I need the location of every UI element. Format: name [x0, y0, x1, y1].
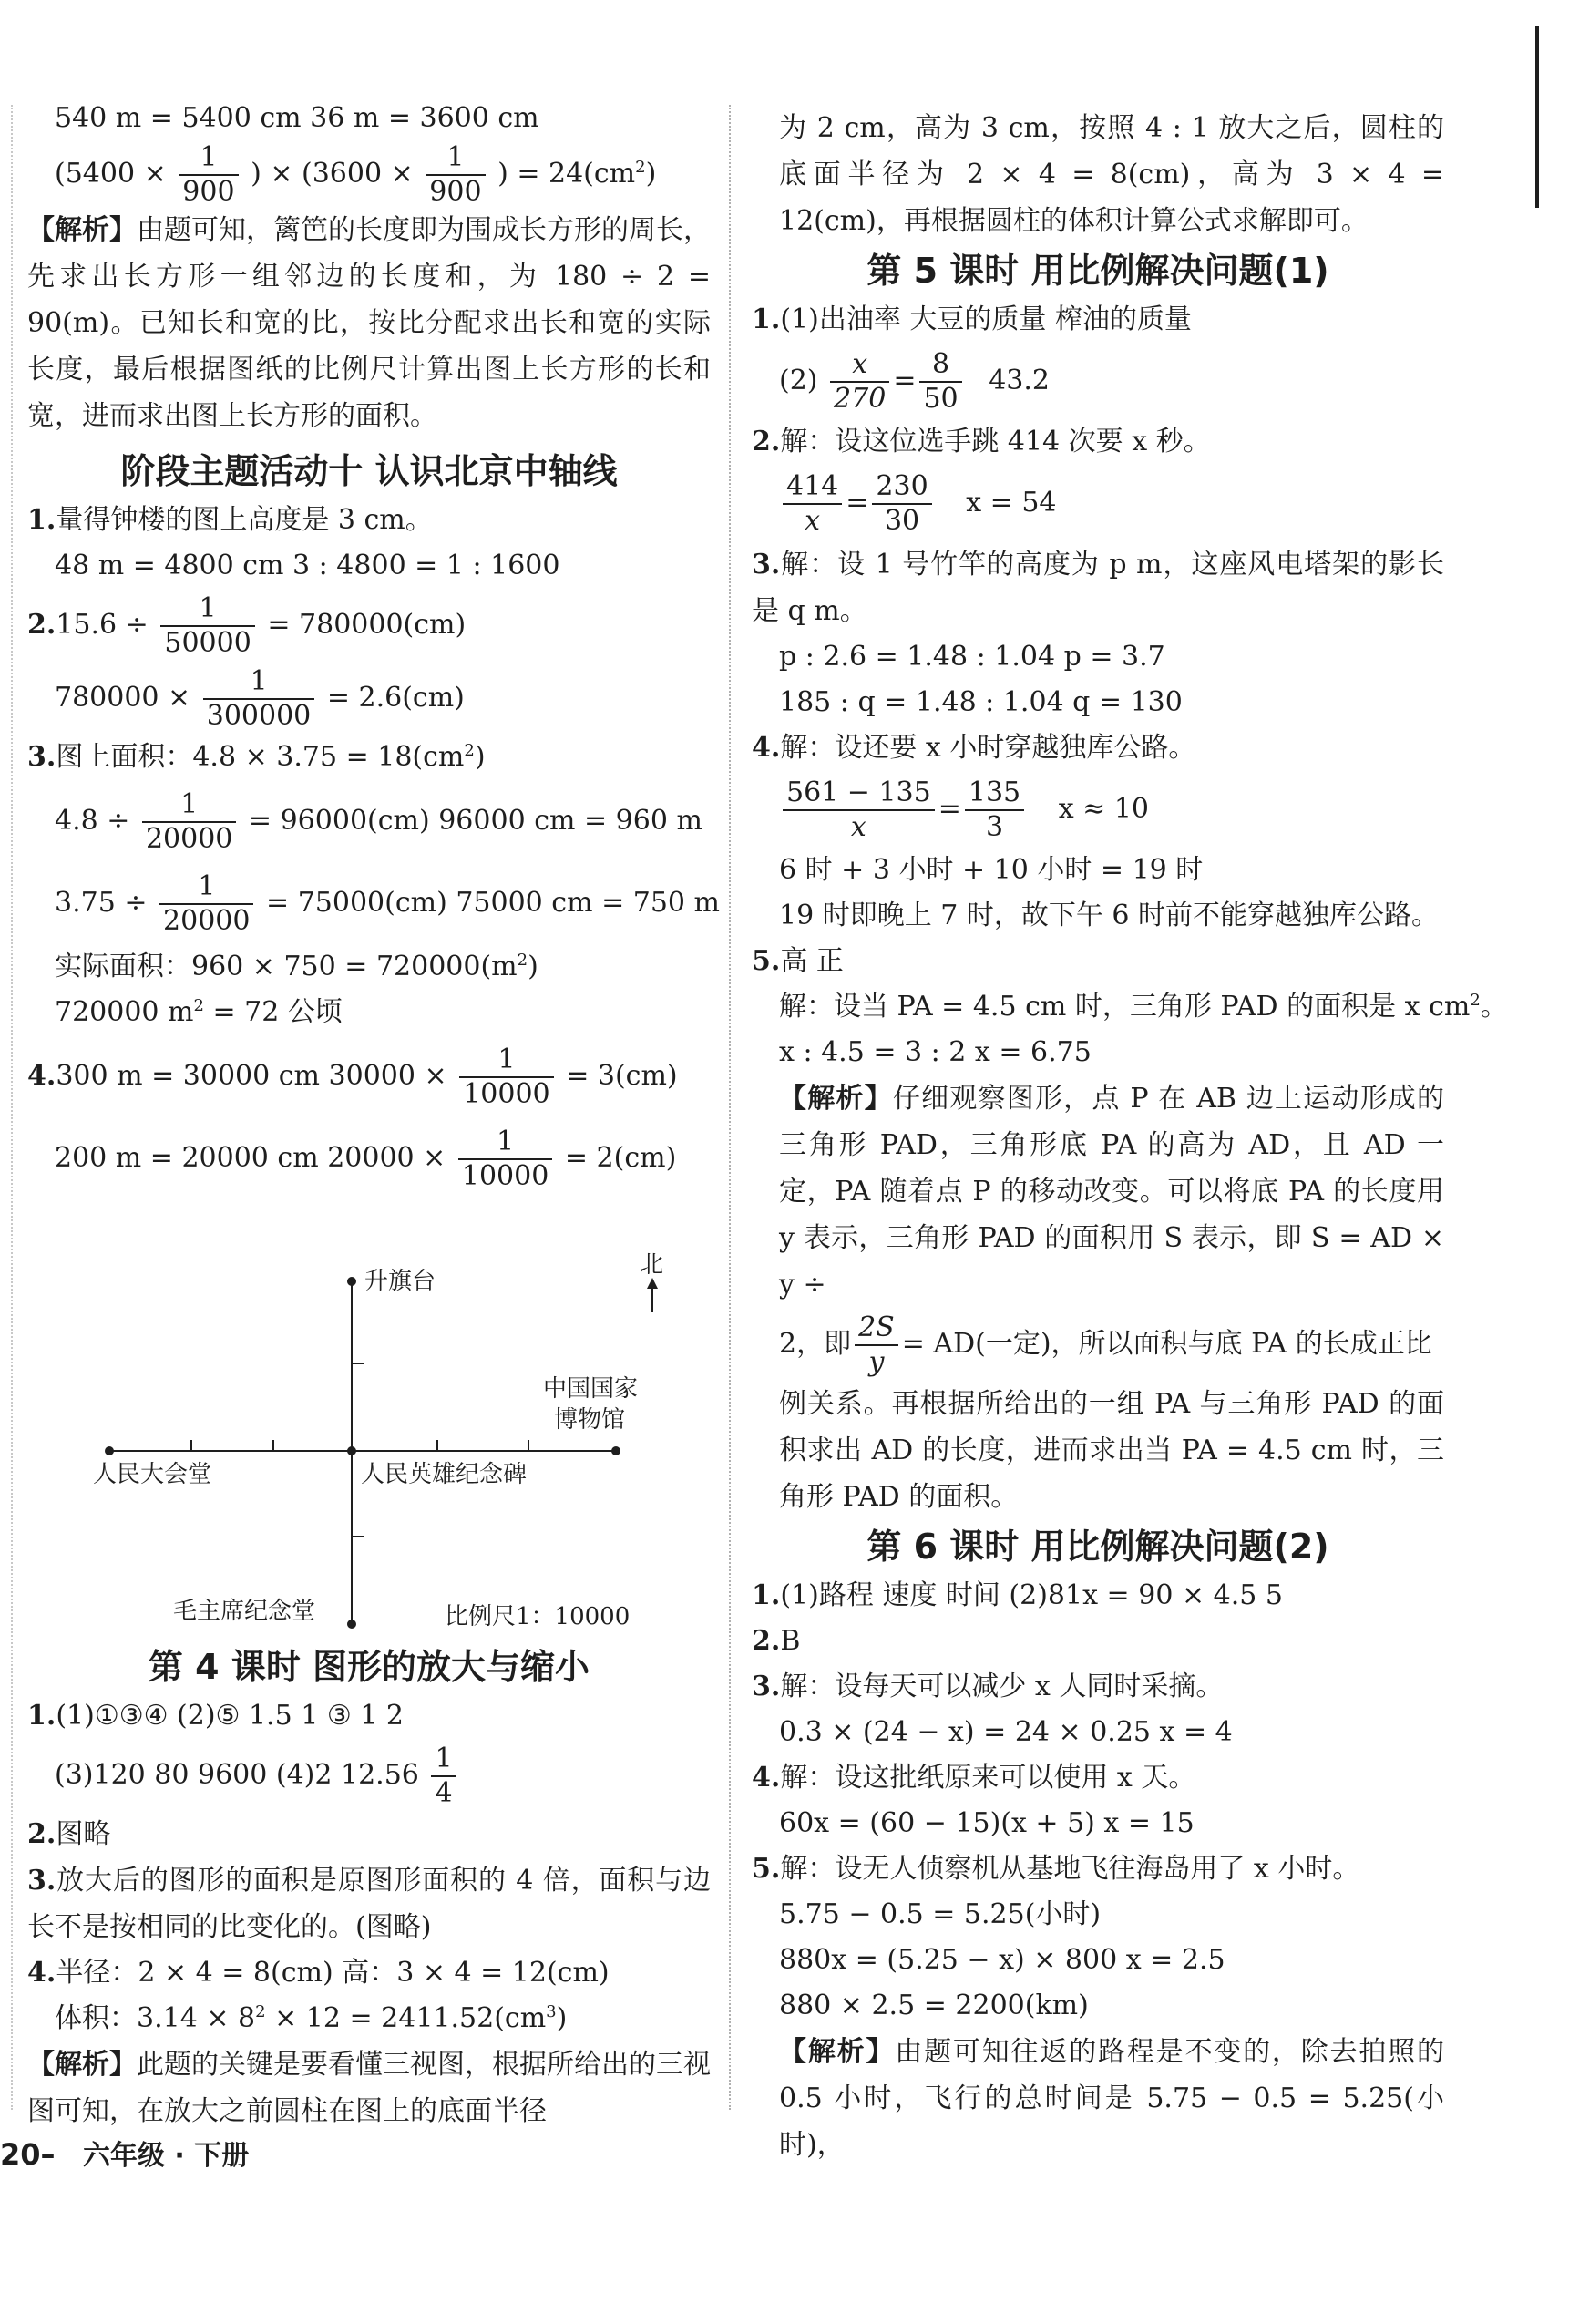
label-mausoleum: 毛主席纪念堂 [173, 1598, 316, 1625]
question-3-area: 实际面积：$960 \times 750 = 720000(m^2)$ [55, 951, 538, 982]
flag-point [347, 1277, 356, 1286]
t-question-3-eq: 0.3 × (24 − x) = 24 × 0.25 x = 4 [779, 1716, 1233, 1748]
fraction: $\frac{135}{3}$ [965, 776, 1024, 844]
museum-point [611, 1446, 620, 1455]
s4-question-3: 3.放大后的图形的面积是原图形面积的 4 倍，面积与边长不是按相同的比变化的。(图略) [27, 1865, 711, 1943]
r-question-5-solve: 解：设当 PA = 4.5 cm 时，三角形 PAD 的面积是 x $cm^2$。 [779, 991, 1508, 1023]
question-1-calc: 48 m = 4800 cm 3 : 4800 = 1 : 1600 [55, 550, 560, 581]
r-question-4-eq: $\frac{561 - 135}{x}$ = $\frac{135}{3}$ x ≈ 10 [752, 771, 1444, 848]
question-2: 2.15.6 ÷ $\frac{1}{50000}$ = 780000(cm) [27, 592, 467, 659]
t-question-4-eq: 60x = (60 − 15)(x + 5) x = 15 [779, 1807, 1195, 1839]
s4-question-2: 2.图略 [27, 1818, 111, 1850]
r-question-2: 2.解：设这位选手跳 414 次要 x 秒。 [752, 426, 1211, 458]
top-edge-bar [1535, 26, 1539, 208]
question-3: 3.图上面积：$4.8 \times 3.75 = 18(cm^2)$ [27, 741, 486, 773]
label-north: 北 [640, 1251, 664, 1279]
question-2-calc: 780000 × $\frac{1}{300000}$ = 2.6(cm) [55, 665, 465, 732]
analysis-paragraph: 【解析】由题可知往返的路程是不变的，除去拍照的 0.5 小时，飞行的总时间是 5.75 − 0.5 = 5.25(小时)， [779, 2036, 1445, 2161]
analysis-formula-line: 2，即 $\frac{2S}{y}$ = AD(一定)，所以面积与底 PA 的长成正比 [779, 1311, 1432, 1378]
fraction: $\frac{1}{300000}$ [203, 665, 315, 733]
question-3-hectare: 720000 $m^2 = 72$ 公顷 [55, 996, 343, 1028]
left-margin-dots [11, 105, 13, 2110]
fraction: $\frac{1}{900}$ [426, 141, 485, 209]
label-flag: 升旗台 [364, 1268, 436, 1295]
section-heading: 第 5 课时 用比例解决问题(1) [866, 251, 1329, 291]
page-footer [0, 2133, 249, 2173]
r-question-1-b: (2) $\frac{x}{270}$ = $\frac{8}{50}$ 43.2 [779, 348, 1050, 415]
fraction: $\frac{1}{20000}$ [159, 870, 253, 938]
section-heading: 阶段主题活动十 认识北京中轴线 [120, 451, 618, 491]
hall-point [105, 1446, 114, 1455]
left-column-lower [27, 1640, 711, 2134]
r-question-3: 3.解：设 1 号竹竿的高度为 p m，这座风电塔架的影长是 q m。 [752, 549, 1444, 627]
fraction: $\frac{561 - 135}{x}$ [783, 776, 935, 844]
t-question-5-time: 5.75 − 0.5 = 5.25(小时) [779, 1898, 1102, 1930]
fraction: $\frac{414}{x}$ [783, 470, 842, 538]
label-scale: 比例尺1：10000 [445, 1603, 631, 1630]
analysis-paragraph: 【解析】仔细观察图形，点 P 在 AB 边上运动形成的三角形 PAD，三角形底 PA 的高为 AD，且 AD 一定，PA 随着点 P 的移动改变。可以将底 PA 的长度用 y 表示，三角形 PAD 的面积用 S 表示，即 S = AD × y ÷ [779, 1083, 1445, 1301]
t-question-5-eq: 880x = (5.25 − x) × 800 x = 2.5 [779, 1944, 1225, 1976]
t-question-3: 3.解：设每天可以减少 x 人同时采摘。 [752, 1671, 1224, 1702]
central-axis-map [55, 1251, 674, 1640]
analysis-continued: 为 2 cm，高为 3 cm，按照 4 : 1 放大之后，圆柱的底面半径为 2 × 4 = 8(cm)，高为 3 × 4 = 12(cm)，再根据圆柱的体积计算公式求解即可。 [779, 112, 1444, 237]
left-column [27, 96, 720, 1199]
r-question-5-eq: x : 4.5 = 3 : 2 x = 6.75 [779, 1036, 1092, 1068]
label-hall: 人民大会堂 [93, 1461, 212, 1488]
question-3-calc-b: 3.75 ÷ $\frac{1}{20000}$ = 75000(cm) 75000 cm = 750 m [55, 870, 720, 937]
section-heading: 第 4 课时 图形的放大与缩小 [148, 1647, 590, 1687]
r-question-4: 4.解：设还要 x 小时穿越独库公路。 [752, 732, 1196, 764]
section-heading: 第 6 课时 用比例解决问题(2) [866, 1527, 1329, 1567]
r-question-5: 5.高 正 [752, 945, 844, 977]
fraction: $\frac{1}{900}$ [179, 141, 238, 209]
r-question-2-eq: $\frac{414}{x}$ = $\frac{230}{30}$ x = 54 [752, 465, 1444, 541]
question-4: 4.300 m = 30000 cm 30000 × $\frac{1}{10000}$ = 3(cm) [27, 1044, 678, 1110]
mausoleum-point [347, 1620, 356, 1629]
label-monument: 人民英雄纪念碑 [361, 1461, 528, 1488]
right-column [752, 105, 1508, 2168]
r-question-1: 1.(1)出油率 大豆的质量 榨油的质量 [752, 303, 1192, 335]
analysis-paragraph: 【解析】由题可知，篱笆的长度即为围成长方形的周长，先求出长方形一组邻边的长度和，为 180 ÷ 2 = 90(m)。已知长和宽的比，按比分配求出长和宽的实际长度，最后根据图纸的比例尺计算出图上长方形的长和宽，进而求出图上长方形的面积。 [27, 214, 711, 432]
s4-question-1-b: (3)120 80 9600 (4)2 12.56 $\frac{1}{4}$ [27, 1739, 711, 1812]
page-number: 20– [0, 2137, 56, 2172]
question-1: 1.量得钟楼的图上高度是 3 cm。 [27, 504, 433, 536]
area-calc-line: (5400 × $\frac{1}{900}$ ) × (3600 × $\frac{1}{900}$ ) = $24(cm^2)$ [55, 141, 657, 208]
label-museum-2: 博物馆 [554, 1406, 626, 1434]
fraction: $\frac{1}{20000}$ [142, 788, 236, 856]
analysis-paragraph: 【解析】此题的关键是要看懂三视图，根据所给出的三视图可知，在放大之前圆柱在图上的底面半径 [27, 2049, 711, 2127]
t-question-2: 2.B [752, 1625, 801, 1657]
s4-question-4: 4.半径：2 × 4 = 8(cm) 高：3 × 4 = 12(cm) [27, 1957, 610, 1989]
fraction: $\frac{230}{30}$ [872, 470, 931, 538]
unit-conversion-line: 540 m = 5400 cm 36 m = 3600 cm [55, 102, 539, 134]
analysis-paragraph-end: 例关系。再根据所给出的一组 PA 与三角形 PAD 的面积求出 AD 的长度，进而求出当 PA = 4.5 cm 时，三角形 PAD 的面积。 [779, 1388, 1444, 1513]
fraction: $\frac{x}{270}$ [830, 348, 889, 416]
fraction: $\frac{1}{4}$ [431, 1743, 456, 1810]
monument-point [347, 1446, 356, 1455]
map-lines [55, 1258, 674, 1640]
fraction: $\frac{1}{10000}$ [459, 1044, 553, 1111]
r-question-4-conclusion: 19 时即晚上 7 时，故下午 6 时前不能穿越独库公路。 [779, 900, 1440, 931]
fraction: $\frac{2S}{y}$ [855, 1311, 898, 1379]
t-question-4: 4.解：设这批纸原来可以使用 x 天。 [752, 1762, 1196, 1794]
r-question-3-p: p : 2.6 = 1.48 : 1.04 p = 3.7 [779, 641, 1165, 673]
t-question-5: 5.解：设无人侦察机从基地飞往海岛用了 x 小时。 [752, 1853, 1360, 1885]
grade-label: 六年级 · 下册 [82, 2140, 250, 2172]
s4-question-4-volume: 体积：$3.14 \times 8^2 \times 12 = 2411.52(cm^3)$ [55, 2002, 568, 2034]
s4-question-1: 1.(1)①③④ (2)⑤ 1.5 1 ③ 1 2 [27, 1700, 404, 1732]
fraction: $\frac{1}{50000}$ [160, 592, 254, 660]
fraction: $\frac{8}{50}$ [919, 348, 961, 416]
question-4-calc: 200 m = 20000 cm 20000 × $\frac{1}{10000}$ = 2(cm) [55, 1126, 677, 1192]
column-divider [729, 105, 731, 2110]
fraction: $\frac{1}{10000}$ [458, 1126, 552, 1193]
label-museum-1: 中国国家 [543, 1375, 639, 1403]
question-3-calc-a: 4.8 ÷ $\frac{1}{20000}$ = 96000(cm) 96000 cm = 960 m [55, 788, 702, 855]
r-question-3-q: 185 : q = 1.48 : 1.04 q = 130 [779, 686, 1183, 718]
r-question-4-time: 6 时 + 3 小时 + 10 小时 = 19 时 [779, 854, 1204, 886]
t-question-1: 1.(1)路程 速度 时间 (2)81x = 90 × 4.5 5 [752, 1579, 1283, 1611]
t-question-5-dist: 880 × 2.5 = 2200(km) [779, 1990, 1089, 2021]
